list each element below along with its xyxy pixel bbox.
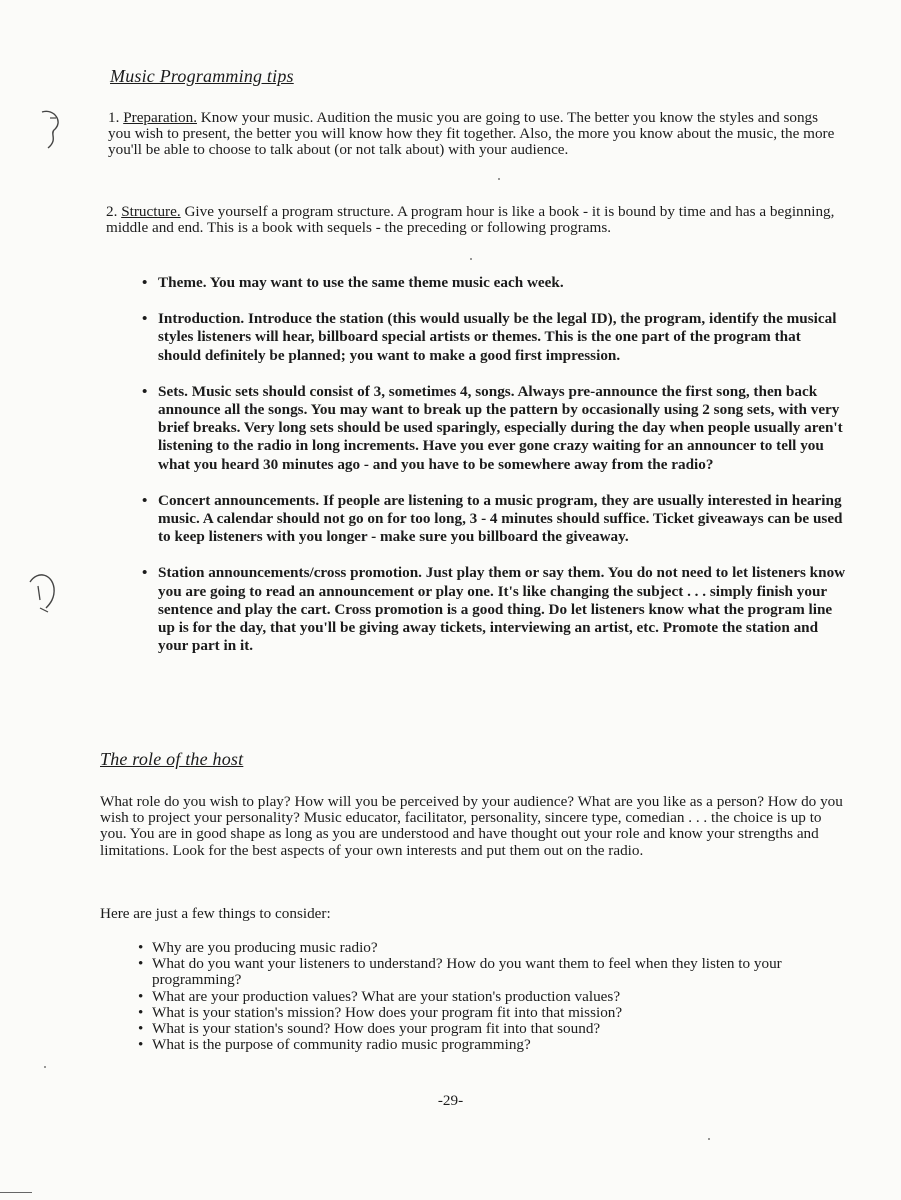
bullet-concert-announcements: • Concert announcements. If people are listening to a music program, they are usually interested in hearing music. A calendar should not go on for too long, 3 - 4 minutes should suffice. Ticket giveaways can be used to keep listeners with you longer - make sure you billboard the giveaway. [142,492,847,547]
page-number: -29- [437,1092,464,1109]
scan-speck [708,1138,710,1140]
paragraph-host-role: What role do you wish to play? How will you be perceived by your audience? What are you like as a person? How do you wish to project your personality? Music educator, facilitator, personality, sincere type, comedian . . . the choice is up to you. You are in good shape as long as you are understood and have thought out your role and know your strengths and limitations. Look for the best aspects of your own interests and put them out on the radio. [100,793,843,859]
question-item: • What is your station's mission? How does your program fit into that mission? [138,1005,848,1021]
question-item: • What are your production values? What are your station's production values? [138,989,848,1005]
scan-edge-mark [0,1192,32,1193]
structure-text: Give yourself a program structure. A program hour is like a book - it is bound by time and has a beginning, middle and end. This is a book with sequels - the preceding or following programs. [106,203,835,237]
question-item: • What do you want your listeners to understand? How do you want them to feel when they listen to your programming? [138,956,848,988]
bullet-station-announcements: • Station announcements/cross promotion. Just play them or say them. You do not need to let listeners know you are going to read an announcement or play one. It's like changing the subject . . . simply finish your sentence and play the cart. Cross promotion is a good thing. Do let listeners know what the program line up is for the day, that you'll be giving away tickets, interviewing an artist, etc. Promote the station and your part in it. [142,564,847,655]
hole-punch-mark-top [28,104,68,154]
paragraph-structure: 2. Structure. Give yourself a program structure. A program hour is like a book - it is bound by time and has a beginning, middle and end. This is a book with sequels - the preceding or following programs. [106,203,835,237]
question-item: • Why are you producing music radio? [138,940,848,956]
question-item: • What is your station's sound? How does your program fit into that sound? [138,1021,848,1037]
hole-punch-mark-bottom [22,568,66,620]
section-heading-programming: Music Programming tips [110,66,294,86]
lead-structure: Structure. [121,203,181,220]
section-heading-host: The role of the host [100,749,244,769]
question-item: • What is the purpose of community radio music programming? [138,1037,848,1053]
scan-speck [44,1066,46,1068]
paragraph-preparation: 1. Preparation. Know your music. Audition the music you are going to use. The better you know the styles and songs you wish to present, the better you will know how they fit together. Also, the more you know about the music, the more you'll be able to choose to talk about (or not talk about) with your audience. [108,109,835,159]
bullet-sets: • Sets. Music sets should consist of 3, sometimes 4, songs. Always pre-announce the first song, then back announce all the songs. You may want to break up the pattern by occasionally using 2 song sets, with very brief breaks. Very long sets should be used sparingly, especially during the day when people usually aren't listening to the radio in long increments. Have you ever gone crazy waiting for an announcer to tell you what you heard 30 minutes ago - and you have to be somewhere away from the radio? [142,383,847,474]
scan-speck [470,258,472,260]
programming-bullet-list [142,274,847,673]
bullet-introduction: • Introduction. Introduce the station (this would usually be the legal ID), the program, identify the musical styles listeners will hear, billboard special artists or themes. This is the one part of the program that should definitely be planned; you want to make a good first impression. [142,310,847,365]
bullet-theme: • Theme. You may want to use the same theme music each week. [142,274,847,292]
scan-speck [498,178,500,180]
questions-intro: Here are just a few things to consider: [100,905,331,922]
preparation-text: Know your music. Audition the music you are going to use. The better you know the styles and songs you wish to present, the better you will know how they fit together. Also, the more you know about the music, the more you'll be able to choose to talk about (or not talk about) with your audience. [108,109,835,159]
lead-preparation: Preparation. [123,109,197,126]
questions-list [138,940,848,1053]
